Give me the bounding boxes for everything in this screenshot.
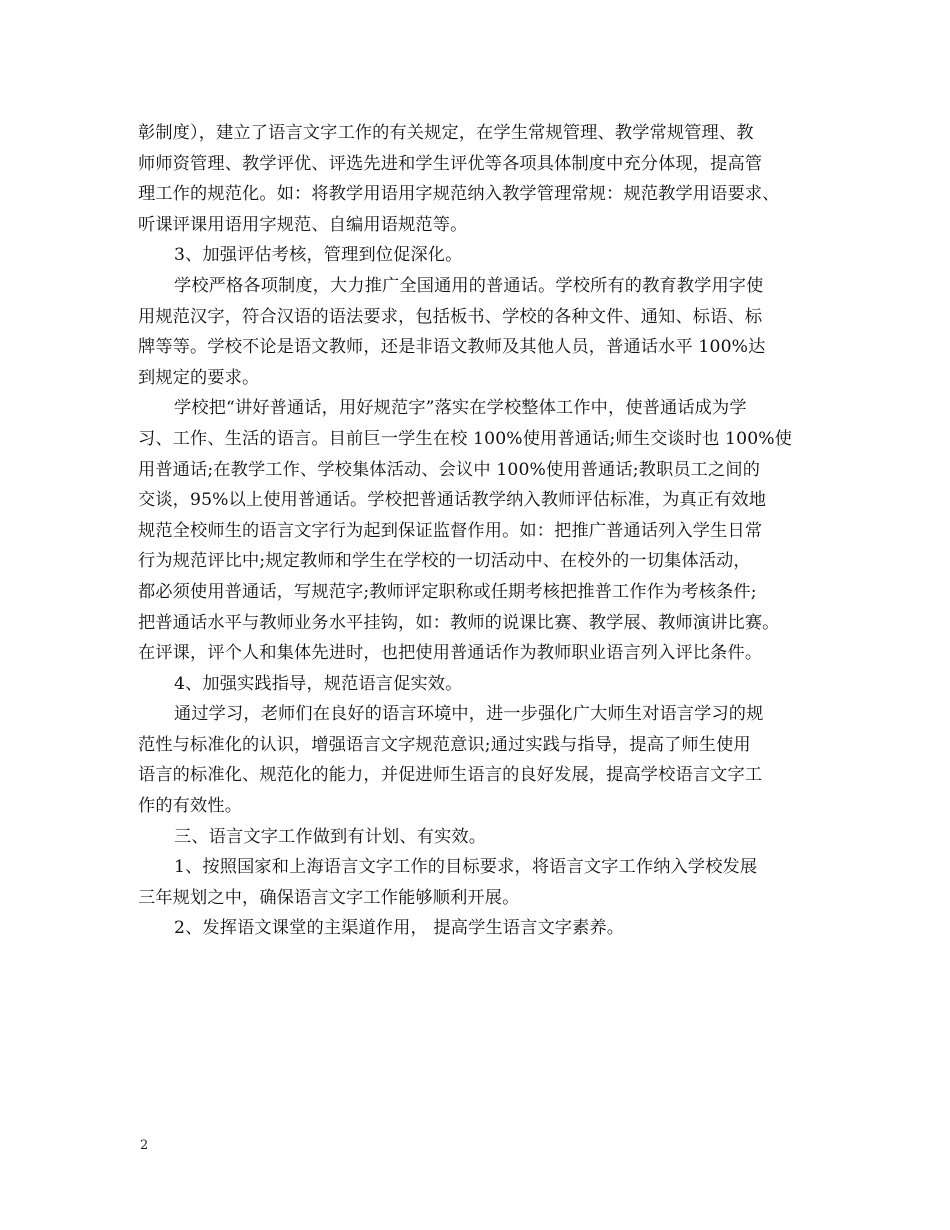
- text-line: 作的有效性。: [138, 796, 243, 817]
- text-line: 师师资管理、教学评优、评选先进和学生评优等各项具体制度中充分体现，提高管: [138, 153, 763, 174]
- text-line: 用规范汉字，符合汉语的语法要求，包括板书、学校的各种文件、通知、标语、标: [138, 306, 763, 327]
- text-line: 三年规划之中，确保语言文字工作能够顺利开展。: [138, 887, 520, 908]
- text-line: 学校严格各项制度，大力推广全国通用的普通话。学校所有的教育教学用字使: [174, 275, 764, 296]
- section-heading: 3、加强评估考核，管理到位促深化。: [174, 245, 463, 266]
- text-line: 交谈，95%以上使用普通话。学校把普通话教学纳入教师评估标准，为真正有效地: [138, 490, 767, 511]
- text-line: 1、按照国家和上海语言文字工作的目标要求，将语言文字工作纳入学校发展: [174, 857, 758, 878]
- text-line: 到规定的要求。: [138, 367, 260, 388]
- text-line: 都必须使用普通话，写规范字;教师评定职称或任期考核把推普工作作为考核条件;: [138, 581, 757, 602]
- section-heading: 三、语言文字工作做到有计划、有实效。: [174, 826, 487, 847]
- text-line: 在评课，评个人和集体先进时，也把使用普通话作为教师职业语言列入评比条件。: [138, 643, 763, 664]
- text-line: 理工作的规范化。如：将教学用语用字规范纳入教学管理常规：规范教学用语要求、: [138, 184, 780, 205]
- text-line: 规范全校师生的语言文字行为起到保证监督作用。如：把推广普通话列入学生日常: [138, 520, 763, 541]
- text-line: 用普通话;在教学工作、学校集体活动、会议中 100%使用普通话;教职员工之间的: [138, 459, 761, 480]
- text-line: 彰制度），建立了语言文字工作的有关规定，在学生常规管理、教学常规管理、教: [138, 123, 754, 143]
- document-body: [138, 118, 820, 944]
- text-line: 学校把“讲好普通话，用好规范字”落实在学校整体工作中，使普通话成为学: [174, 398, 747, 419]
- text-line: 把普通话水平与教师业务水平挂钩，如：教师的说课比赛、教学展、教师演讲比赛。: [138, 612, 780, 633]
- text-line: 通过学习，老师们在良好的语言环境中，进一步强化广大师生对语言学习的规: [174, 704, 764, 725]
- section-heading: 4、加强实践指导，规范语言促实效。: [174, 673, 463, 694]
- text-line: 牌等等。学校不论是语文教师，还是非语文教师及其他人员，普通话水平 100%达: [138, 337, 766, 358]
- text-line: 2、发挥语文课堂的主渠道作用， 提高学生语言文字素养。: [174, 918, 625, 939]
- text-line: 范性与标准化的认识，增强语言文字规范意识;通过实践与指导，提高了师生使用: [138, 734, 751, 755]
- text-line: 习、工作、生活的语言。目前巨一学生在校 100%使用普通话;师生交谈时也 100%使: [138, 428, 793, 449]
- text-line: 听课评课用语用字规范、自编用语规范等。: [138, 214, 468, 235]
- text-line: 行为规范评比中;规定教师和学生在学校的一切活动中、在校外的一切集体活动，: [138, 551, 751, 572]
- page-number: 2: [140, 1138, 149, 1153]
- text-line: 语言的标准化、规范化的能力，并促进师生语言的良好发展，提高学校语言文字工: [138, 765, 763, 786]
